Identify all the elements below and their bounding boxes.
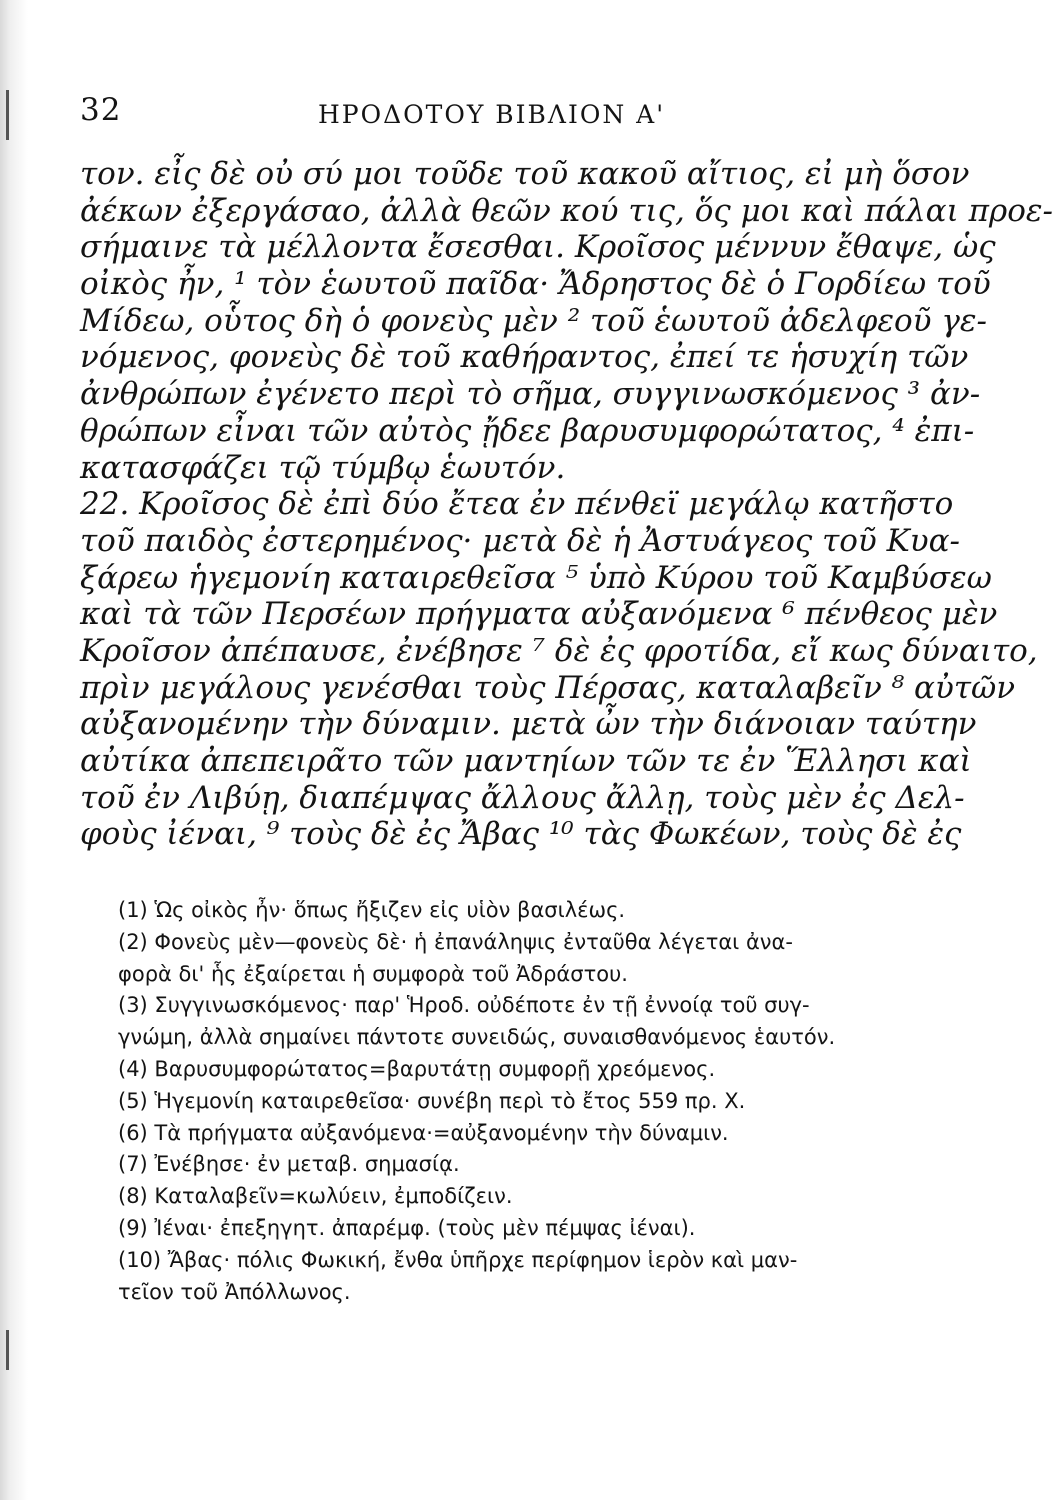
footnotes — [118, 895, 918, 1308]
text-line: σήμαινε τὰ μέλλοντα ἔσεσθαι. Κροῖσος μέννυν ἔθαψε, ὡς — [80, 229, 996, 266]
footnote-line: (3) Συγγινωσκόμενος· παρ' Ἡροδ. οὐδέποτε ἐν τῇ ἐννοίᾳ τοῦ συγ- — [118, 993, 810, 1018]
text-line: Μίδεω, οὗτος δὴ ὁ φονεὺς μὲν ² τοῦ ἑωυτοῦ ἀδελφεοῦ γε- — [80, 302, 988, 339]
footnote-line: φορὰ δι' ἧς ἐξαίρεται ἡ συμφορὰ τοῦ Ἀδράστου. — [118, 961, 628, 986]
footnote-line: γνώμη, ἀλλὰ σημαίνει πάντοτε συνειδώς, συναισθανόμενος ἑαυτόν. — [118, 1025, 836, 1050]
footnote-line: (7) Ἐνέβησε· ἐν μεταβ. σημασίᾳ. — [118, 1152, 460, 1177]
footnote-line: (2) Φονεὺς μὲν—φονεὺς δὲ· ἡ ἐπανάληψις ἐνταῦθα λέγεται ἀνα- — [118, 929, 793, 954]
binding-mark — [6, 90, 9, 140]
text-line: κατασφάζει τῷ τύμβῳ ἑωυτόν. — [80, 449, 566, 486]
text-line: νόμενος, φονεὺς δὲ τοῦ καθήραντος, ἐπεί τε ἡσυχίη τῶν — [80, 339, 969, 376]
text-line: αὐξανομένην τὴν δύναμιν. μετὰ ὦν τὴν διάνοιαν ταύτην — [80, 706, 977, 743]
text-line: φοὺς ἰέναι, ⁹ τοὺς δὲ ἐς Ἄβας ¹⁰ τὰς Φωκέων, τοὺς δὲ ἐς — [80, 816, 962, 853]
footnote-line: (6) Τὰ πρήγματα αὐξανόμενα·=αὐξανομένην τὴν δύναμιν. — [118, 1120, 729, 1145]
footnote-line: (5) Ἡγεμονίη καταιρεθεῖσα· συνέβη περὶ τὸ ἔτος 559 πρ. Χ. — [118, 1088, 746, 1113]
footnote-line: (4) Βαρυσυμφορώτατος=βαρυτάτῃ συμφορῇ χρεόμενος. — [118, 1056, 716, 1081]
text-line: αὐτίκα ἀπεπειρᾶτο τῶν μαντηίων τῶν τε ἐν Ἕλλησι καὶ — [80, 743, 972, 779]
text-line: θρώπων εἶναι τῶν αὐτὸς ᾔδεε βαρυσυμφορώτατος, ⁴ ἐπι- — [80, 412, 975, 449]
text-line: ἀέκων ἐξεργάσαο, ἀλλὰ θεῶν κού τις, ὅς μοι καὶ πάλαι προε- — [80, 192, 1053, 229]
footnote-line: τεῖον τοῦ Ἀπόλλωνος. — [118, 1279, 351, 1304]
page-gutter-shadow — [0, 0, 28, 1500]
text-line: τοῦ παιδὸς ἐστερημένος· μετὰ δὲ ἡ Ἀστυάγεος τοῦ Κυα- — [80, 522, 961, 559]
footnote-line: (1) Ὡς οἰκὸς ἦν· ὅπως ἤξιζεν εἰς υἱὸν βασιλέως. — [118, 898, 626, 922]
main-text — [80, 156, 1053, 853]
text-line: πρὶν μεγάλους γενέσθαι τοὺς Πέρσας, καταλαβεῖν ⁸ αὐτῶν — [80, 669, 1016, 706]
binding-mark — [6, 1330, 9, 1370]
text-line: οἰκὸς ἦν, ¹ τὸν ἑωυτοῦ παῖδα· Ἄδρηστος δὲ ὁ Γορδίεω τοῦ — [80, 266, 991, 303]
footnote-line: (8) Καταλαβεῖν=κωλύειν, ἐμποδίζειν. — [118, 1184, 513, 1209]
text-line: τον. εἶς δὲ οὐ σύ μοι τοῦδε τοῦ κακοῦ αἴτιος, εἰ μὴ ὅσον — [80, 156, 970, 192]
footnote-line: (9) Ἰέναι· ἐπεξηγητ. ἀπαρέμφ. (τοὺς μὲν πέμψας ἰέναι). — [118, 1215, 696, 1240]
text-line: τοῦ ἐν Λιβύῃ, διαπέμψας ἄλλους ἄλλῃ, τοὺς μὲν ἐς Δελ- — [80, 779, 965, 816]
text-line: καὶ τὰ τῶν Περσέων πρήγματα αὐξανόμενα ⁶ πένθεος μὲν — [80, 596, 998, 633]
text-line: ξάρεω ἡγεμονίη καταιρεθεῖσα ⁵ ὑπὸ Κύρου τοῦ Καμβύσεω — [80, 559, 992, 596]
text-line: Κροῖσον ἀπέπαυσε, ἐνέβησε ⁷ δὲ ἐς φροτίδα, εἴ κως δύναιτο, — [80, 632, 1038, 669]
text-line: 22. Κροῖσος δὲ ἐπὶ δύο ἔτεα ἐν πένθεϊ μεγάλῳ κατῆστο — [80, 486, 954, 523]
page-number: 32 — [80, 92, 122, 128]
running-title: ΗΡΟΔΟΤΟΥ ΒΙΒΛΙΟΝ Α' — [318, 100, 666, 129]
text-line: ἀνθρώπων ἐγένετο περὶ τὸ σῆμα, συγγινωσκόμενος ³ ἀν- — [80, 376, 981, 413]
footnote-line: (10) Ἄβας· πόλις Φωκική, ἔνθα ὑπῆρχε περίφημον ἱερὸν καὶ μαν- — [118, 1247, 798, 1272]
